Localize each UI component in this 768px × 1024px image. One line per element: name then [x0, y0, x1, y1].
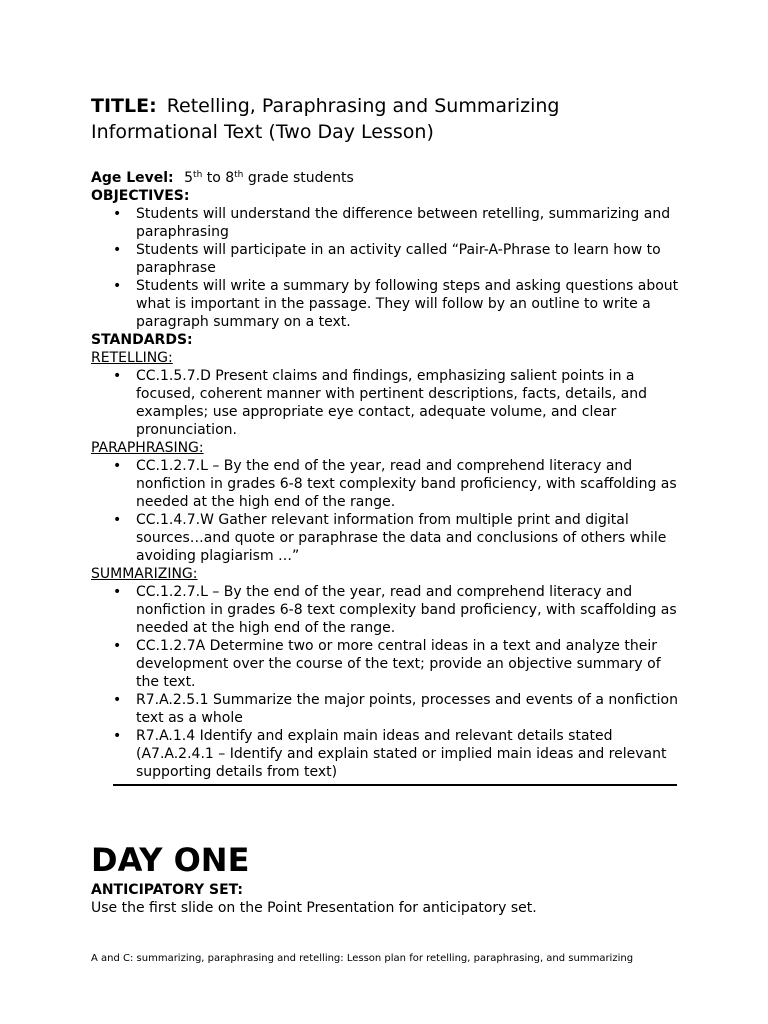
list-item: • CC.1.2.7.L – By the end of the year, read and comprehend literacy and nonfiction in grades 6-8 text complexity band proficiency, with scaffolding as needed at the high end of the range. — [91, 583, 681, 637]
anticipatory-set-text: Use the first slide on the Point Presentation for anticipatory set. — [91, 900, 537, 916]
document-body — [91, 169, 681, 781]
age-level-label: Age Level: — [91, 170, 174, 186]
summarizing-heading: SUMMARIZING: — [91, 566, 198, 582]
list-item: • R7.A.1.4 Identify and explain main ideas and relevant details stated (A7.A.2.4.1 – Identify and explain stated or implied main ideas and relevant supporting details from text) — [91, 727, 681, 781]
list-item: • Students will write a summary by following steps and asking questions about what is important in the passage. They will follow by an outline to write a paragraph summary on a text. — [91, 277, 681, 331]
age-level-rest: grade students — [243, 170, 354, 186]
page-footer: A and C: summarizing, paraphrasing and retelling: Lesson plan for retelling, paraphrasing, and summarizing — [91, 953, 634, 964]
document-title — [91, 93, 711, 145]
age-level-from: 5 — [184, 170, 194, 186]
retelling-heading: RETELLING: — [91, 350, 173, 366]
title-label: TITLE: — [91, 95, 157, 117]
title-line-1: Retelling, Paraphrasing and Summarizing — [166, 95, 560, 117]
age-level-to-sup: th — [234, 170, 244, 180]
title-line-2: Informational Text (Two Day Lesson) — [91, 121, 434, 143]
age-level-from-sup: th — [193, 170, 203, 180]
list-item: • CC.1.5.7.D Present claims and findings, emphasizing salient points in a focused, coherent manner with pertinent descriptions, facts, details, and examples; use appropriate eye contact, adequate volume, and clear pronunciation. — [91, 367, 681, 439]
day-one-heading: DAY ONE — [91, 841, 250, 879]
objectives-list — [91, 205, 681, 331]
objectives-heading: OBJECTIVES: — [91, 188, 190, 204]
paraphrasing-list — [91, 457, 681, 565]
list-item: • CC.1.2.7A Determine two or more central ideas in a text and analyze their development over the course of the text; provide an objective summary of the text. — [91, 637, 681, 691]
list-item: • R7.A.2.5.1 Summarize the major points, processes and events of a nonfiction text as a whole — [91, 691, 681, 727]
anticipatory-set-heading: ANTICIPATORY SET: — [91, 882, 244, 898]
list-item: • Students will understand the difference between retelling, summarizing and paraphrasing — [91, 205, 681, 241]
age-level-to: to 8 — [202, 170, 235, 186]
age-level — [91, 169, 681, 187]
summarizing-list — [91, 583, 681, 781]
list-item: • CC.1.4.7.W Gather relevant information from multiple print and digital sources…and quote or paraphrase the data and conclusions of others while avoiding plagiarism …” — [91, 511, 681, 565]
horizontal-divider — [113, 784, 677, 786]
list-item: • Students will participate in an activity called “Pair-A-Phrase to learn how to paraphrase — [91, 241, 681, 277]
list-item: • CC.1.2.7.L – By the end of the year, read and comprehend literacy and nonfiction in grades 6-8 text complexity band proficiency, with scaffolding as needed at the high end of the range. — [91, 457, 681, 511]
standards-heading: STANDARDS: — [91, 332, 193, 348]
paraphrasing-heading: PARAPHRASING: — [91, 440, 204, 456]
retelling-list — [91, 367, 681, 439]
